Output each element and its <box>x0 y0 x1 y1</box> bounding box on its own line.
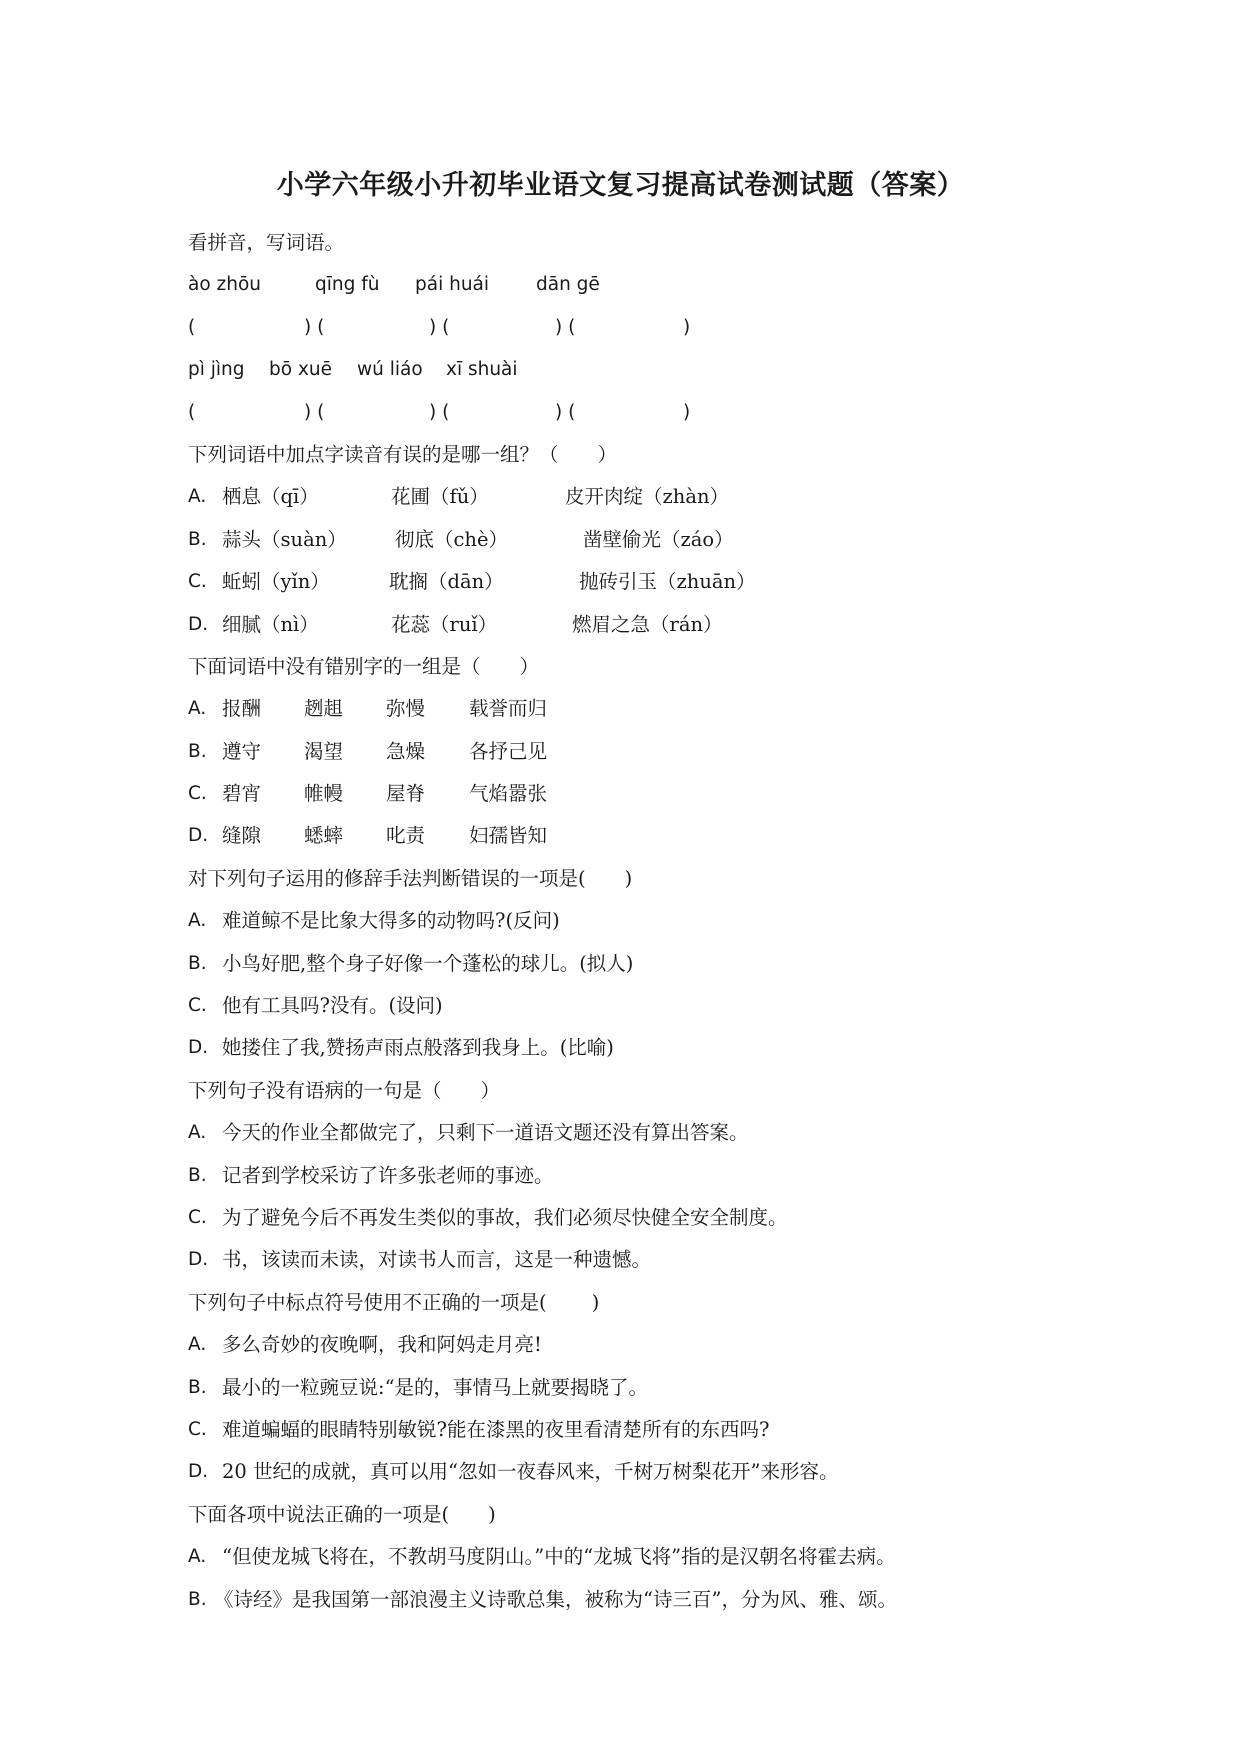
option-word-1: 报酬 <box>222 697 262 721</box>
option-text: “但使龙城飞将在，不教胡马度阴山。”中的“龙城飞将”指的是汉朝名将霍去病。 <box>222 1545 896 1569</box>
pinyin-item: pái huái <box>415 274 490 296</box>
q5-option-d <box>188 1239 1088 1281</box>
q3-option-d <box>188 815 1088 857</box>
option-text: 20 世纪的成就，真可以用“忽如一夜春风来，千树万树梨花开”来形容。 <box>222 1460 839 1484</box>
option-text: 记者到学校采访了许多张老师的事迹。 <box>222 1163 554 1187</box>
option-text: 《诗经》是我国第一部浪漫主义诗歌总集，被称为“诗三百”，分为风、雅、颂。 <box>214 1587 897 1611</box>
option-letter: C. <box>188 571 207 593</box>
q2-option-c <box>188 561 1088 603</box>
pinyin-item: xī shuài <box>446 359 518 381</box>
option-letter: D. <box>188 1249 209 1271</box>
blank-separator: ) ( <box>555 316 576 338</box>
blank-separator: ) ( <box>555 401 576 423</box>
option-letter: B. <box>188 1588 207 1610</box>
q1-pinyin-row-2 <box>188 349 1088 391</box>
pinyin-item: qīng fù <box>315 274 380 296</box>
q3-option-c <box>188 773 1088 815</box>
option-text: 多么奇妙的夜晚啊，我和阿妈走月亮! <box>222 1333 542 1357</box>
q3-option-a <box>188 688 1088 730</box>
q3-prompt: 下面词语中没有错别字的一组是（ ） <box>188 654 540 678</box>
q6-option-d <box>188 1451 1088 1493</box>
option-word-3: 叱责 <box>386 824 426 848</box>
option-letter: D. <box>188 1037 209 1059</box>
option-word-2: 趔趄 <box>304 697 344 721</box>
q6-prompt: 下列句子中标点符号使用不正确的一项是( ) <box>188 1290 600 1314</box>
q4-prompt: 对下列句子运用的修辞手法判断错误的一项是( ) <box>188 866 633 890</box>
option-word-3: 燃眉之急（rán） <box>572 612 723 636</box>
option-word-3: 弥慢 <box>386 697 426 721</box>
option-letter: A. <box>188 1122 207 1144</box>
option-text: 今天的作业全都做完了，只剩下一道语文题还没有算出答案。 <box>222 1121 749 1145</box>
pinyin-item: bō xuē <box>269 359 332 381</box>
option-letter: D. <box>188 613 209 635</box>
blank-separator: ) ( <box>304 401 325 423</box>
pinyin-item: dān gē <box>536 274 600 296</box>
option-word-2: 蟋蟀 <box>304 824 344 848</box>
option-letter: A. <box>188 698 207 720</box>
pinyin-item: wú liáo <box>357 359 423 381</box>
option-letter: A. <box>188 486 207 508</box>
q4-option-c <box>188 985 1088 1027</box>
blank-separator: ) ( <box>429 401 450 423</box>
q5-option-c <box>188 1197 1088 1239</box>
option-letter: D. <box>188 825 209 847</box>
q4-option-a <box>188 900 1088 942</box>
pinyin-item: pì jìng <box>188 359 245 381</box>
option-word-1: 蚯蚓（yǐn） <box>222 570 330 594</box>
q6-option-a <box>188 1324 1088 1366</box>
option-word-3: 屋脊 <box>386 782 426 806</box>
option-text: 为了避免今后不再发生类似的事故，我们必须尽快健全安全制度。 <box>222 1205 788 1229</box>
option-word-2: 彻底（chè） <box>395 527 509 551</box>
option-word-1: 蒜头（suàn） <box>222 527 347 551</box>
q5-prompt: 下列句子没有语病的一句是（ ） <box>188 1078 501 1102</box>
q2-prompt: 下列词语中加点字读音有误的是哪一组？（ ） <box>188 442 618 466</box>
option-letter: B. <box>188 528 207 550</box>
q7-option-b <box>188 1579 1088 1621</box>
blank-open: ( <box>188 316 196 338</box>
option-text: 她搂住了我,赞扬声雨点般落到我身上。(比喻) <box>222 1036 614 1060</box>
q6-option-b <box>188 1367 1088 1409</box>
blank-close: ) <box>683 316 691 338</box>
option-letter: D. <box>188 1461 209 1483</box>
option-word-2: 帷幔 <box>304 782 344 806</box>
blank-close: ) <box>683 401 691 423</box>
blank-open: ( <box>188 401 196 423</box>
option-word-2: 耽搁（dān） <box>389 570 504 594</box>
option-letter: B. <box>188 740 207 762</box>
option-word-4: 气焰嚣张 <box>469 782 548 806</box>
option-word-3: 抛砖引玉（zhuān） <box>579 570 756 594</box>
q4-option-b <box>188 943 1088 985</box>
q6-option-c <box>188 1409 1088 1451</box>
option-letter: B. <box>188 1376 207 1398</box>
option-text: 难道蝙蝠的眼睛特别敏锐?能在漆黑的夜里看清楚所有的东西吗? <box>222 1417 770 1441</box>
option-word-4: 妇孺皆知 <box>469 824 548 848</box>
q1-blank-row-1 <box>188 307 1088 349</box>
option-word-2: 渴望 <box>304 739 344 763</box>
option-word-1: 遵守 <box>222 739 262 763</box>
option-letter: B. <box>188 1164 207 1186</box>
page-title: 小学六年级小升初毕业语文复习提高试卷测试题（答案） <box>276 170 965 201</box>
pinyin-item: ào zhōu <box>188 274 262 296</box>
option-word-2: 花蕊（ruǐ） <box>391 612 498 636</box>
option-letter: C. <box>188 995 207 1017</box>
option-word-1: 细腻（nì） <box>222 612 319 636</box>
q5-option-a <box>188 1112 1088 1154</box>
option-text: 他有工具吗?没有。(设问) <box>222 994 443 1018</box>
option-text: 最小的一粒豌豆说:“是的，事情马上就要揭晓了。 <box>222 1375 649 1399</box>
q2-option-b <box>188 519 1088 561</box>
option-text: 难道鲸不是比象大得多的动物吗?(反问) <box>222 909 560 933</box>
option-text: 小鸟好肥,整个身子好像一个蓬松的球儿。(拟人) <box>222 951 634 975</box>
option-letter: C. <box>188 1206 207 1228</box>
option-word-4: 各抒己见 <box>469 739 548 763</box>
option-letter: A. <box>188 1546 207 1568</box>
q5-option-b <box>188 1155 1088 1197</box>
q4-option-d <box>188 1027 1088 1069</box>
option-word-1: 碧宵 <box>222 782 262 806</box>
option-word-3: 急燥 <box>386 739 426 763</box>
q1-pinyin-row-1 <box>188 264 1088 306</box>
q1-blank-row-2 <box>188 392 1088 434</box>
option-text: 书，该读而未读，对读书人而言，这是一种遗憾。 <box>222 1248 652 1272</box>
q3-option-b <box>188 731 1088 773</box>
q7-prompt: 下面各项中说法正确的一项是( ) <box>188 1502 496 1526</box>
exam-body <box>188 222 1088 1621</box>
option-word-1: 缝隙 <box>222 824 262 848</box>
option-letter: B. <box>188 952 207 974</box>
q2-option-d <box>188 604 1088 646</box>
option-word-3: 凿壁偷光（záo） <box>583 527 734 551</box>
option-word-4: 载誉而归 <box>469 697 548 721</box>
q1-prompt: 看拼音，写词语。 <box>188 231 345 254</box>
option-letter: A. <box>188 1334 207 1356</box>
q2-option-a <box>188 476 1088 518</box>
option-word-2: 花圃（fǔ） <box>391 485 489 509</box>
option-letter: C. <box>188 783 207 805</box>
option-letter: C. <box>188 1418 207 1440</box>
blank-separator: ) ( <box>304 316 325 338</box>
option-word-3: 皮开肉绽（zhàn） <box>565 485 730 509</box>
blank-separator: ) ( <box>429 316 450 338</box>
q7-option-a <box>188 1536 1088 1578</box>
option-word-1: 栖息（qī） <box>222 485 319 509</box>
option-letter: A. <box>188 910 207 932</box>
